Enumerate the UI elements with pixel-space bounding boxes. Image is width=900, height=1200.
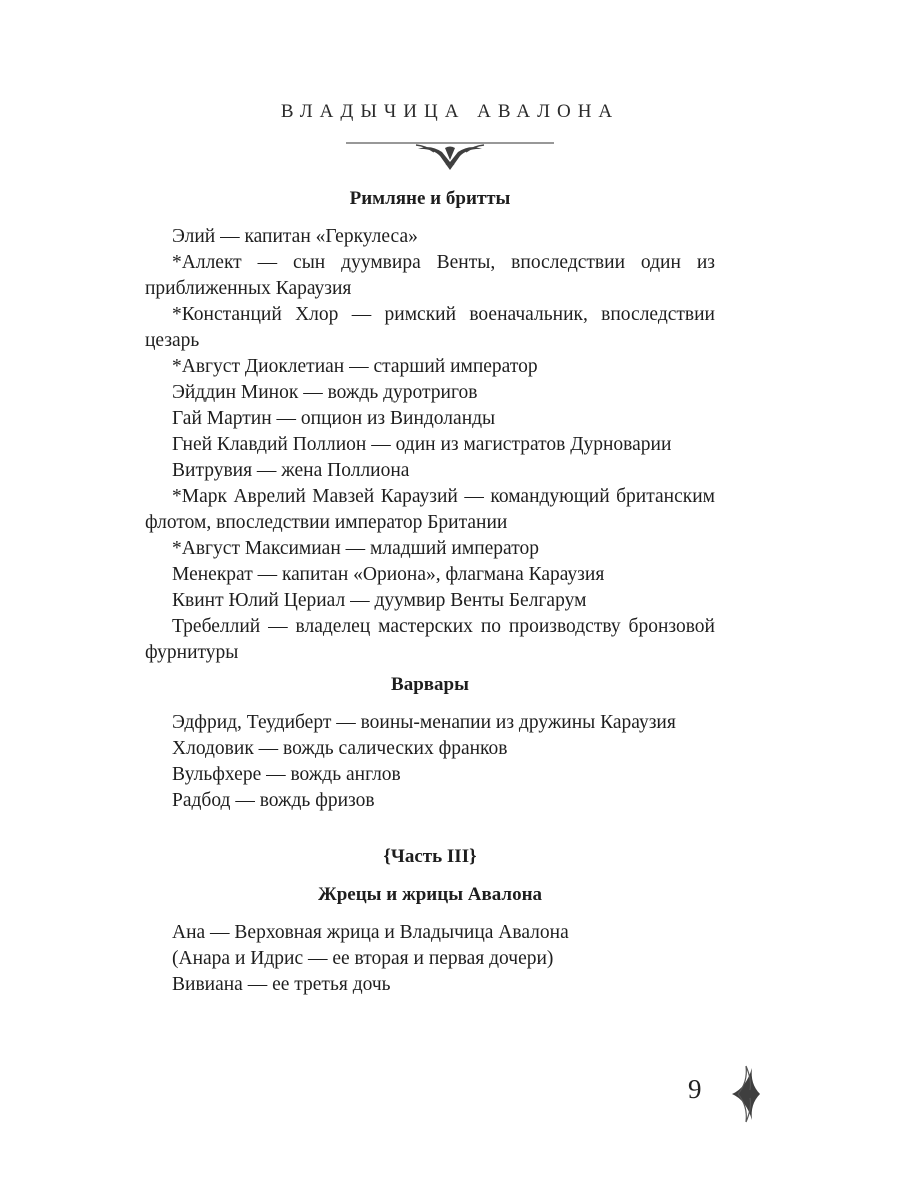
list-item: *Август Диоклетиан — старший император <box>172 356 538 377</box>
header-ornament-icon <box>346 136 554 172</box>
list-item: Требеллий — владелец мастерских по производству бронзовой фурнитуры <box>145 616 715 663</box>
list-item: Хлодовик — вождь салических франков <box>172 738 508 759</box>
list-item: Гней Клавдий Поллион — один из магистратов Дурноварии <box>172 434 672 455</box>
list-item: Менекрат — капитан «Ориона», флагмана Караузия <box>172 564 605 585</box>
list-item: Эйддин Минок — вождь дуротригов <box>172 382 478 403</box>
barbarians-list <box>145 710 715 814</box>
romans-list <box>145 224 715 666</box>
section-title-barbarians: Варвары <box>391 674 469 695</box>
list-item: Радбод — вождь фризов <box>172 790 375 811</box>
list-item: Вивиана — ее третья дочь <box>172 974 391 995</box>
list-item: Гай Мартин — опцион из Виндоланды <box>172 408 496 429</box>
list-item: Эдфрид, Теудиберт — воины-менапии из дружины Караузия <box>172 712 676 733</box>
list-item: Вульфхере — вождь англов <box>172 764 401 785</box>
list-item: *Марк Аврелий Мавзей Караузий — командующий британским флотом, впоследствии император Британии <box>145 486 715 533</box>
list-item: Элий — капитан «Геркулеса» <box>172 226 418 247</box>
page-number-ornament-icon <box>728 1062 764 1126</box>
section-title-romans: Римляне и бритты <box>349 188 511 209</box>
section-title-avalon: Жрецы и жрицы Авалона <box>317 884 543 905</box>
list-item: Витрувия — жена Поллиона <box>172 460 410 481</box>
running-head: ВЛАДЫЧИЦА АВАЛОНА <box>280 101 620 122</box>
list-item: *Аллект — сын дуумвира Венты, впоследствии один из приближенных Караузия <box>145 252 715 299</box>
page-content <box>145 186 715 998</box>
list-item: Квинт Юлий Цериал — дуумвир Венты Белгарум <box>172 590 587 611</box>
list-item: Ана — Верховная жрица и Владычица Авалона <box>172 922 569 943</box>
list-item: *Констанций Хлор — римский военачальник, впоследствии цезарь <box>145 304 715 351</box>
part-title: {Часть III} <box>383 846 477 867</box>
list-item: *Август Максимиан — младший император <box>172 538 539 559</box>
list-item: (Анара и Идрис — ее вторая и первая дочери) <box>172 948 554 969</box>
avalon-list <box>145 920 715 998</box>
page-number: 9 <box>688 1074 702 1104</box>
